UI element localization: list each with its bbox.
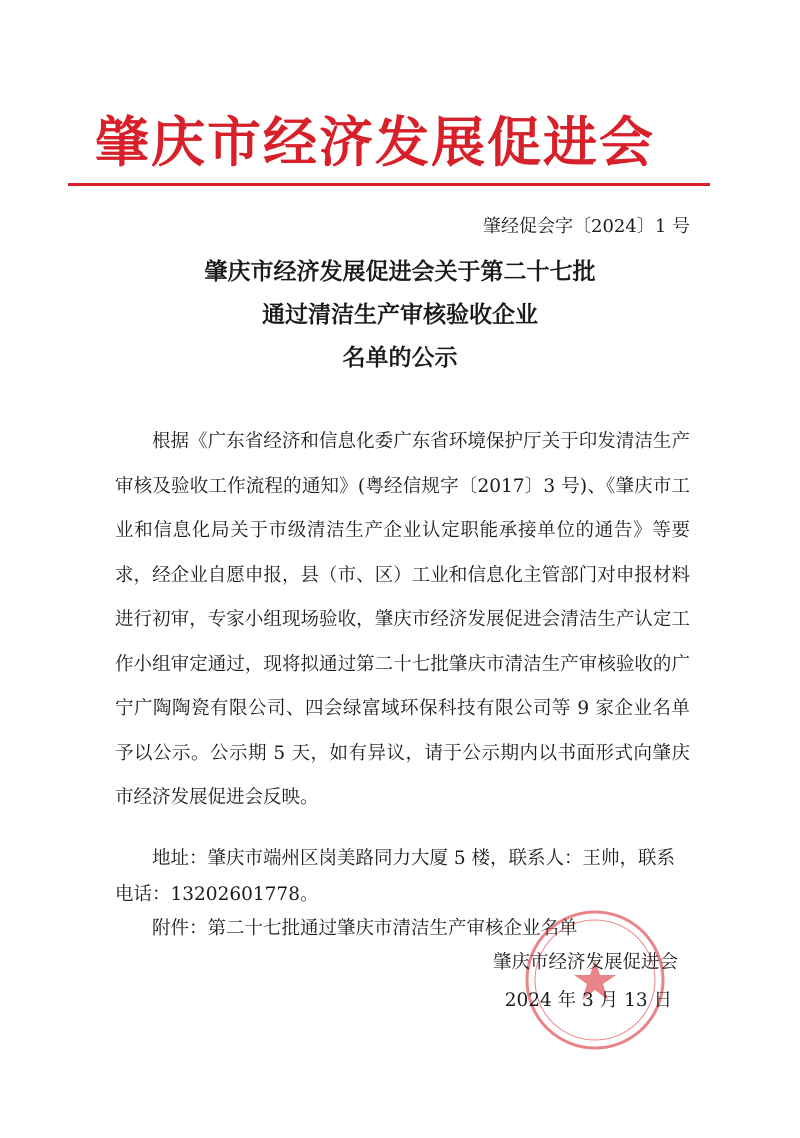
- signature-org: 肇庆市经济发展促进会: [492, 952, 678, 973]
- title-line-3: 名单的公示: [342, 345, 458, 371]
- attachment-line: 附件：第二十七批通过肇庆市清洁生产审核企业名单: [152, 918, 578, 939]
- address-paragraph: 地址：肇庆市端州区岗美路同力大厦 5 楼，联系人：王帅，联系电话：13202601778。: [115, 848, 676, 905]
- signature-date: 2024 年 3 月 13 日: [504, 990, 672, 1011]
- red-divider: [68, 183, 710, 186]
- official-seal-icon: [520, 905, 670, 1055]
- title-line-1: 肇庆市经济发展促进会关于第二十七批: [204, 259, 596, 285]
- org-header: 肇庆市经济发展促进会: [95, 110, 655, 174]
- title-line-2: 通过清洁生产审核验收企业: [262, 302, 538, 328]
- document-number: 肇经促会字〔2024〕1 号: [483, 216, 690, 237]
- body-paragraph: 根据《广东省经济和信息化委广东省环境保护厅关于印发清洁生产审核及验收工作流程的通知》(粤经信规字〔2017〕3 号)、《肇庆市工业和信息化局关于市级清洁生产企业认定职能承接单位的通告》等要求，经企业自愿申报，县（市、区）工业和信息化主管部门对申报材料进行初审，专家小组现场验收，肇庆市经济发展促进会清洁生产认定工作小组审定通过，现将拟通过第二十七批肇庆市清洁生产审核验收的广宁广陶陶瓷有限公司、四会绿富域环保科技有限公司等 9 家企业名单予以公示。公示期 5 天，如有异议，请于公示期内以书面形式向肇庆市经济发展促进会反映。: [115, 431, 690, 808]
